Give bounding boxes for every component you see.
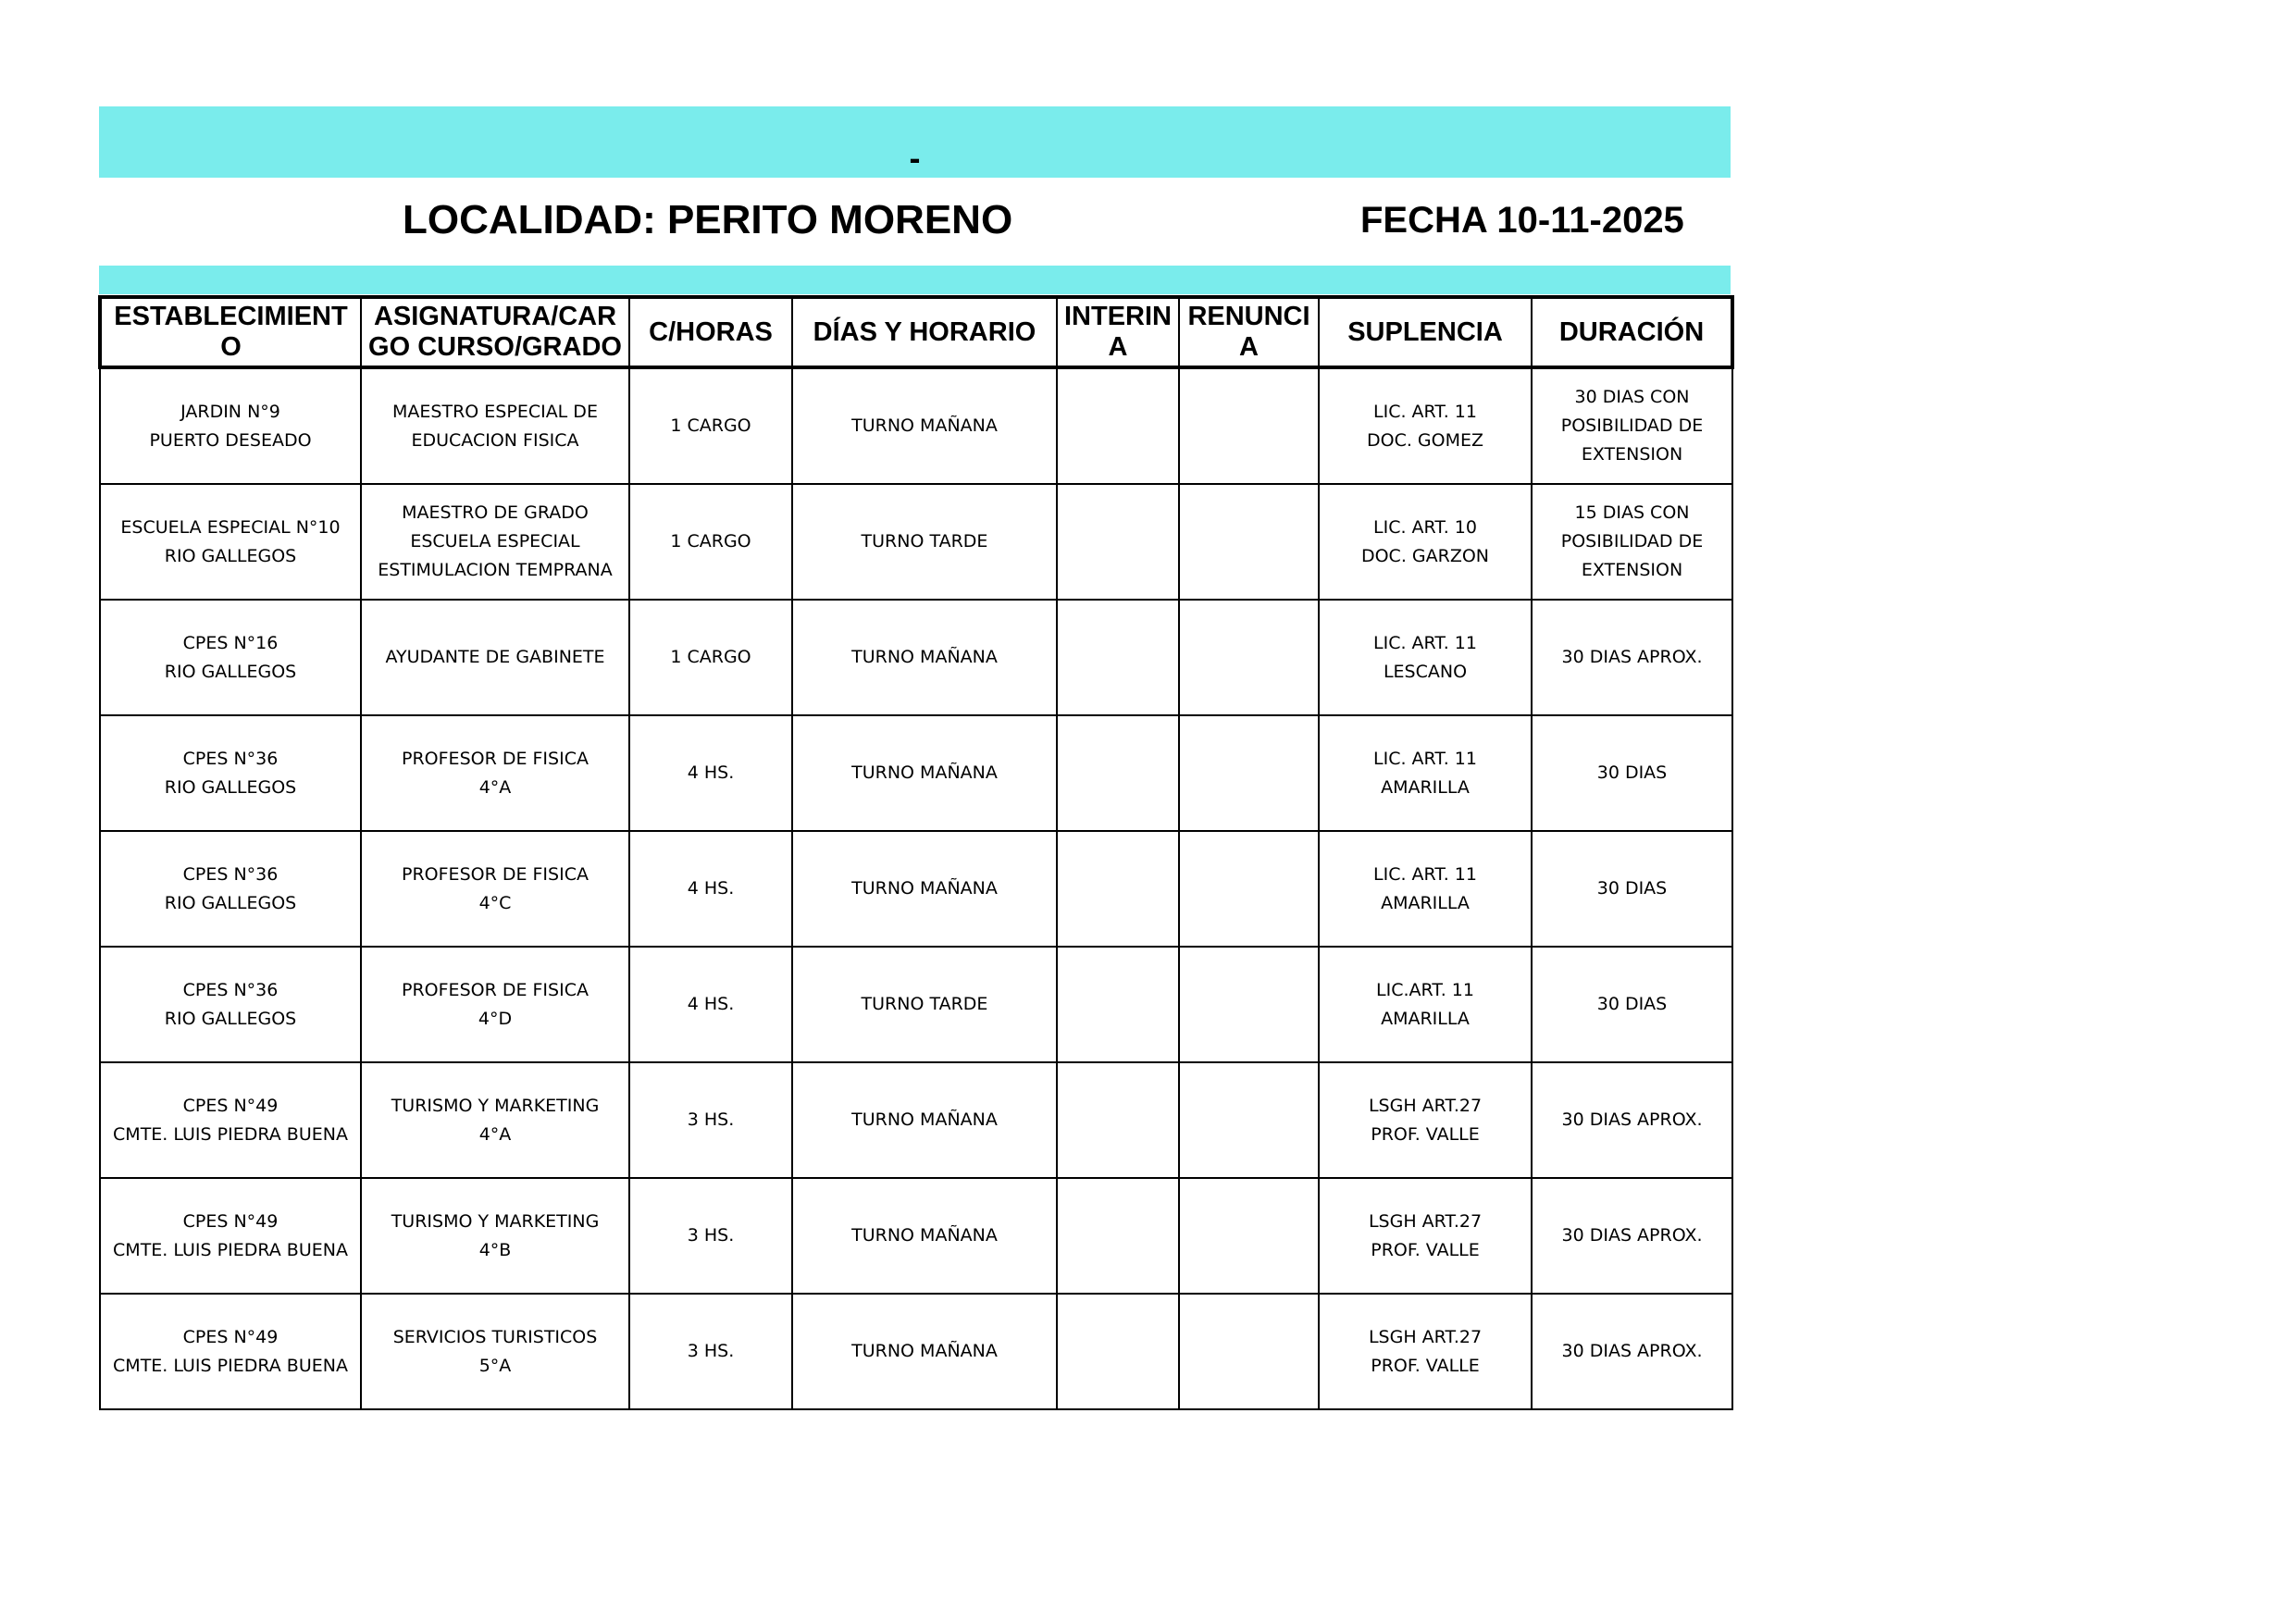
table-row [100, 1062, 1732, 1178]
cell-duracion: 30 DIAS APROX. [1532, 1178, 1732, 1294]
cell-horario: TURNO TARDE [792, 484, 1057, 600]
cell-renuncia [1179, 1062, 1319, 1178]
cell-interina [1057, 831, 1179, 947]
cell-interina [1057, 600, 1179, 715]
cell-asignatura: TURISMO Y MARKETING 4°A [361, 1062, 629, 1178]
cell-renuncia [1179, 484, 1319, 600]
vacancies-table [98, 295, 1734, 1410]
cell-renuncia [1179, 600, 1319, 715]
cell-suplencia: LSGH ART.27 PROF. VALLE [1319, 1178, 1532, 1294]
column-header-asignatura: ASIGNATURA/CARGO CURSO/GRADO [361, 297, 629, 367]
cell-renuncia [1179, 831, 1319, 947]
column-header-duracion: DURACIÓN [1532, 297, 1732, 367]
column-header-horas: C/HORAS [629, 297, 792, 367]
cell-horario: TURNO MAÑANA [792, 1178, 1057, 1294]
column-header-horario: DÍAS Y HORARIO [792, 297, 1057, 367]
table-row [100, 1178, 1732, 1294]
cell-horario: TURNO TARDE [792, 947, 1057, 1062]
cell-suplencia: LSGH ART.27 PROF. VALLE [1319, 1294, 1532, 1409]
cell-establecimiento: ESCUELA ESPECIAL N°10 RIO GALLEGOS [100, 484, 361, 600]
cell-establecimiento: CPES N°16 RIO GALLEGOS [100, 600, 361, 715]
cell-duracion: 30 DIAS APROX. [1532, 1062, 1732, 1178]
cell-duracion: 30 DIAS [1532, 715, 1732, 831]
cell-horas: 3 HS. [629, 1178, 792, 1294]
cell-suplencia: LIC. ART. 11 AMARILLA [1319, 715, 1532, 831]
cell-establecimiento: CPES N°49 CMTE. LUIS PIEDRA BUENA [100, 1294, 361, 1409]
table-row [100, 831, 1732, 947]
cell-suplencia: LIC. ART. 10 DOC. GARZON [1319, 484, 1532, 600]
column-header-establecimiento: ESTABLECIMIENTO [100, 297, 361, 367]
cell-horario: TURNO MAÑANA [792, 831, 1057, 947]
cell-establecimiento: CPES N°49 CMTE. LUIS PIEDRA BUENA [100, 1062, 361, 1178]
title-band [99, 106, 1731, 178]
cell-horas: 4 HS. [629, 715, 792, 831]
cell-establecimiento: CPES N°49 CMTE. LUIS PIEDRA BUENA [100, 1178, 361, 1294]
column-header-interina: INTERINA [1057, 297, 1179, 367]
cell-establecimiento: JARDIN N°9 PUERTO DESEADO [100, 367, 361, 484]
table-row [100, 715, 1732, 831]
cell-duracion: 30 DIAS [1532, 947, 1732, 1062]
table-row [100, 947, 1732, 1062]
cell-suplencia: LIC.ART. 11 AMARILLA [1319, 947, 1532, 1062]
cell-establecimiento: CPES N°36 RIO GALLEGOS [100, 831, 361, 947]
cell-interina [1057, 1178, 1179, 1294]
cell-duracion: 30 DIAS APROX. [1532, 1294, 1732, 1409]
table-row [100, 600, 1732, 715]
cell-horas: 1 CARGO [629, 367, 792, 484]
cell-interina [1057, 484, 1179, 600]
title-dash: - [909, 139, 921, 177]
cell-interina [1057, 715, 1179, 831]
cell-asignatura: PROFESOR DE FISICA 4°D [361, 947, 629, 1062]
table-row [100, 484, 1732, 600]
table-header-row [100, 297, 1732, 367]
cell-asignatura: MAESTRO ESPECIAL DE EDUCACION FISICA [361, 367, 629, 484]
cell-horas: 3 HS. [629, 1062, 792, 1178]
cell-horas: 1 CARGO [629, 600, 792, 715]
cell-suplencia: LIC. ART. 11 AMARILLA [1319, 831, 1532, 947]
cell-asignatura: MAESTRO DE GRADO ESCUELA ESPECIAL ESTIMULACION TEMPRANA [361, 484, 629, 600]
column-header-renuncia: RENUNCIA [1179, 297, 1319, 367]
cell-duracion: 30 DIAS [1532, 831, 1732, 947]
cell-horario: TURNO MAÑANA [792, 1062, 1057, 1178]
table-row [100, 1294, 1732, 1409]
cell-horario: TURNO MAÑANA [792, 1294, 1057, 1409]
cell-horario: TURNO MAÑANA [792, 715, 1057, 831]
cell-establecimiento: CPES N°36 RIO GALLEGOS [100, 947, 361, 1062]
separator-band [99, 266, 1731, 294]
cell-duracion: 30 DIAS APROX. [1532, 600, 1732, 715]
cell-establecimiento: CPES N°36 RIO GALLEGOS [100, 715, 361, 831]
cell-renuncia [1179, 1178, 1319, 1294]
cell-horario: TURNO MAÑANA [792, 600, 1057, 715]
cell-interina [1057, 1062, 1179, 1178]
table-row [100, 367, 1732, 484]
cell-duracion: 30 DIAS CON POSIBILIDAD DE EXTENSION [1532, 367, 1732, 484]
column-header-suplencia: SUPLENCIA [1319, 297, 1532, 367]
cell-suplencia: LIC. ART. 11 LESCANO [1319, 600, 1532, 715]
cell-renuncia [1179, 367, 1319, 484]
cell-asignatura: PROFESOR DE FISICA 4°C [361, 831, 629, 947]
cell-asignatura: TURISMO Y MARKETING 4°B [361, 1178, 629, 1294]
cell-horas: 4 HS. [629, 831, 792, 947]
cell-suplencia: LIC. ART. 11 DOC. GOMEZ [1319, 367, 1532, 484]
cell-horas: 1 CARGO [629, 484, 792, 600]
cell-asignatura: AYUDANTE DE GABINETE [361, 600, 629, 715]
cell-renuncia [1179, 1294, 1319, 1409]
cell-horario: TURNO MAÑANA [792, 367, 1057, 484]
cell-duracion: 15 DIAS CON POSIBILIDAD DE EXTENSION [1532, 484, 1732, 600]
cell-interina [1057, 1294, 1179, 1409]
cell-suplencia: LSGH ART.27 PROF. VALLE [1319, 1062, 1532, 1178]
cell-horas: 3 HS. [629, 1294, 792, 1409]
fecha-heading: FECHA 10-11-2025 [1360, 200, 1684, 241]
cell-interina [1057, 947, 1179, 1062]
cell-interina [1057, 367, 1179, 484]
cell-renuncia [1179, 715, 1319, 831]
cell-asignatura: SERVICIOS TURISTICOS 5°A [361, 1294, 629, 1409]
cell-renuncia [1179, 947, 1319, 1062]
cell-horas: 4 HS. [629, 947, 792, 1062]
cell-asignatura: PROFESOR DE FISICA 4°A [361, 715, 629, 831]
localidad-heading: LOCALIDAD: PERITO MORENO [403, 197, 1013, 242]
